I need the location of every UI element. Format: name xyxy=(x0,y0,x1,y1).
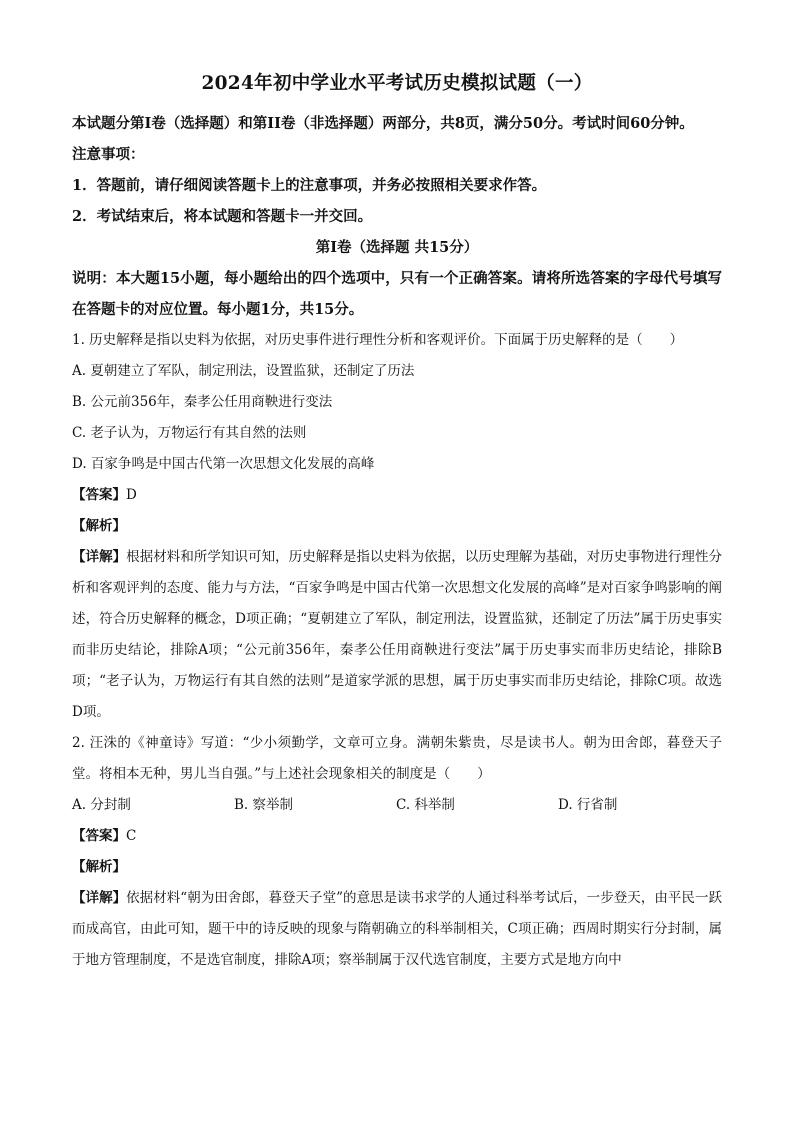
question-2-analysis-tag: 【解析】 xyxy=(72,859,126,875)
detail-text: 依据材料“朝为田舍郎，暮登天子堂”的意思是读书求学的人通过科举考试后，一步登天，由平民一跃而成高官，由此可知，题干中的诗反映的现象与隋朝确立的科举制相关，C项正确；西周时期实行分封制，属于地方管理制度，不是选官制度，排除A项；察举制属于汉代选官制度，主要方式是地方向中 xyxy=(72,890,722,968)
exam-page xyxy=(72,70,722,976)
question-1-option-b: B. 公元前356年，秦孝公任用商鞅进行变法 xyxy=(72,394,333,410)
question-1-detail xyxy=(72,542,722,728)
question-1-analysis-tag: 【解析】 xyxy=(72,518,126,534)
notice-item-1: 1．答题前，请仔细阅读答题卡上的注意事项，并务必按照相关要求作答。 xyxy=(72,177,547,194)
question-2-stem: 2. 汪洙的《神童诗》写道：“少小须勤学，文章可立身。满朝朱紫贵，尽是读书人。朝为田舍郎，暮登天子堂。将相本无种，男儿当自强。”与上述社会现象相关的制度是（ ） xyxy=(72,735,722,782)
answer-tag: 【答案】 xyxy=(72,828,126,844)
section-description: 说明：本大题15小题，每小题给出的四个选项中，只有一个正确答案。请将所选答案的字母代号填写在答题卡的对应位置。每小题1分，共15分。 xyxy=(72,270,722,318)
detail-tag: 【详解】 xyxy=(72,890,127,906)
exam-intro: 本试题分第Ⅰ卷（选择题）和第II卷（非选择题）两部分，共8页，满分50分。考试时间60分钟。 xyxy=(72,115,694,132)
question-2-option-b: B. 察举制 xyxy=(234,797,294,813)
question-2-detail xyxy=(72,883,722,976)
question-2-option-d: D. 行省制 xyxy=(558,797,618,813)
page-title: 2024年初中学业水平考试历史模拟试题（一） xyxy=(201,73,593,94)
detail-tag: 【详解】 xyxy=(72,549,127,565)
question-2-option-a: A. 分封制 xyxy=(72,797,131,813)
question-1-option-c: C. 老子认为，万物运行有其自然的法则 xyxy=(72,425,307,441)
notice-item-2: 2．考试结束后，将本试题和答题卡一并交回。 xyxy=(72,208,373,225)
answer-value: D xyxy=(126,487,137,503)
question-2-option-c: C. 科举制 xyxy=(396,797,455,813)
notice-heading: 注意事项： xyxy=(72,146,145,163)
question-2-answer xyxy=(72,821,722,852)
detail-text: 根据材料和所学知识可知，历史解释是指以史料为依据，以历史理解为基础，对历史事物进行理性分析和客观评判的态度、能力与方法，“百家争鸣是中国古代第一次思想文化发展的高峰”是对百家争鸣影响的阐述，符合历史解释的概念，D项正确；“夏朝建立了军队，制定刑法，设置监狱，还制定了历法”属于历史事实而非历史结论，排除A项；“公元前356年，秦孝公任用商鞅进行变法”属于历史事实而非历史结论，排除B项；“老子认为，万物运行有其自然的法则”是道家学派的思想，属于历史事实而非历史结论，排除C项。故选D项。 xyxy=(72,549,723,720)
question-1-stem: 1. 历史解释是指以史料为依据，对历史事件进行理性分析和客观评价。下面属于历史解释的是（ ） xyxy=(72,332,684,348)
question-2-options xyxy=(72,790,722,821)
question-1-option-d: D. 百家争鸣是中国古代第一次思想文化发展的高峰 xyxy=(72,456,375,472)
question-1-answer xyxy=(72,480,722,511)
answer-tag: 【答案】 xyxy=(72,487,126,503)
answer-value: C xyxy=(126,828,137,844)
section-title: 第Ⅰ卷（选择题 共15分） xyxy=(315,239,479,256)
question-1-option-a: A. 夏朝建立了军队，制定刑法，设置监狱，还制定了历法 xyxy=(72,363,415,379)
